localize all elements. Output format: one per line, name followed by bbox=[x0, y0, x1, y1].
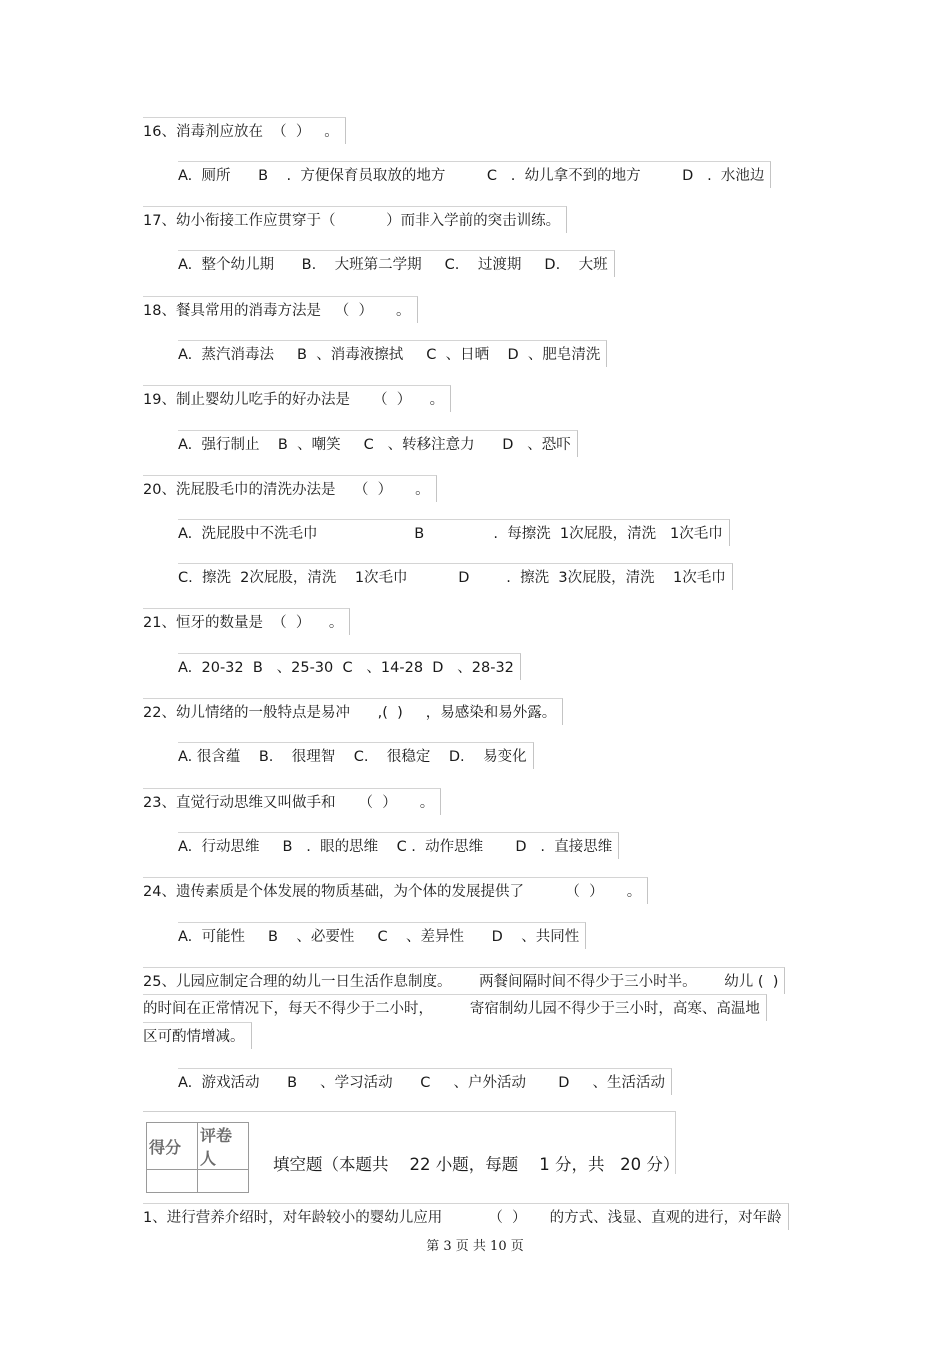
question-16-stem: 16、消毒剂应放在 （ ） 。 bbox=[143, 117, 346, 144]
question-18-options: A. 蒸汽消毒法 B 、消毒液擦拭 C 、日晒 D 、肥皂清洗 bbox=[178, 340, 607, 367]
question-24-options: A. 可能性 B 、必要性 C 、差异性 D 、共同性 bbox=[178, 922, 586, 949]
question-25-stem-line-1: 25、儿园应制定合理的幼儿一日生活作息制度。 两餐间隔时间不得少于三小时半。 幼儿 ( ) bbox=[143, 967, 785, 994]
question-22-options: A. 很含蕴 B. 很理智 C. 很稳定 D. 易变化 bbox=[178, 742, 534, 769]
question-17-stem: 17、幼小衔接工作应贯穿于（ ）而非入学前的突击训练。 bbox=[143, 206, 567, 233]
question-16-options: A. 厕所 B . 方便保育员取放的地方 C . 幼儿拿不到的地方 D . 水池边 bbox=[178, 161, 771, 188]
question-23-options: A. 行动思维 B . 眼的思维 C . 动作思维 D . 直接思维 bbox=[178, 832, 619, 859]
question-17-options: A. 整个幼儿期 B. 大班第二学期 C. 过渡期 D. 大班 bbox=[178, 250, 615, 277]
question-24-stem: 24、遗传素质是个体发展的物质基础，为个体的发展提供了 （ ） 。 bbox=[143, 877, 648, 904]
page-footer: 第 3 页 共 10 页 bbox=[426, 1239, 524, 1254]
grader-cell bbox=[198, 1170, 249, 1193]
question-20-stem: 20、洗屁股毛巾的清洗办法是 （ ） 。 bbox=[143, 475, 437, 502]
question-21-stem: 21、恒牙的数量是 （ ） 。 bbox=[143, 608, 350, 635]
question-19-options: A. 强行制止 B 、嘲笑 C 、转移注意力 D 、恐吓 bbox=[178, 430, 578, 457]
question-25-stem-line-2: 的时间在正常情况下，每天不得少于二小时， 寄宿制幼儿园不得少于三小时，高寒、高温地 bbox=[143, 994, 767, 1021]
question-25-options: A. 游戏活动 B 、学习活动 C 、户外活动 D 、生活活动 bbox=[178, 1068, 672, 1095]
score-cell bbox=[147, 1170, 198, 1193]
question-18-stem: 18、餐具常用的消毒方法是 （ ） 。 bbox=[143, 296, 418, 323]
score-table bbox=[146, 1122, 249, 1193]
section-title: 填空题（本题共 22 小题，每题 1 分，共 20 分） bbox=[273, 1155, 680, 1174]
question-23-stem: 23、直觉行动思维又叫做手和 （ ） 。 bbox=[143, 788, 441, 815]
question-20-option-ab: A. 洗屁股中不洗毛巾 B . 每擦洗 1次屁股，清洗 1次毛巾 bbox=[178, 519, 730, 546]
fill-blank-question-1: 1、进行营养介绍时，对年龄较小的婴幼儿应用 （ ） 的方式、浅显、直观的进行，对年龄 bbox=[143, 1203, 789, 1230]
score-label: 得分 bbox=[147, 1123, 198, 1170]
question-19-stem: 19、制止婴幼儿吃手的好办法是 （ ） 。 bbox=[143, 385, 451, 412]
question-21-options: A. 20-32 B 、25-30 C 、14-28 D 、28-32 bbox=[178, 653, 521, 680]
grader-label: 评卷人 bbox=[198, 1123, 249, 1170]
question-20-option-cd: C. 擦洗 2次屁股，清洗 1次毛巾 D . 擦洗 3次屁股，清洗 1次毛巾 bbox=[178, 563, 733, 590]
question-25-stem-line-3: 区可酌情增减。 bbox=[143, 1022, 252, 1049]
question-22-stem: 22、幼儿情绪的一般特点是易冲 ,( ) ，易感染和易外露。 bbox=[143, 698, 563, 725]
